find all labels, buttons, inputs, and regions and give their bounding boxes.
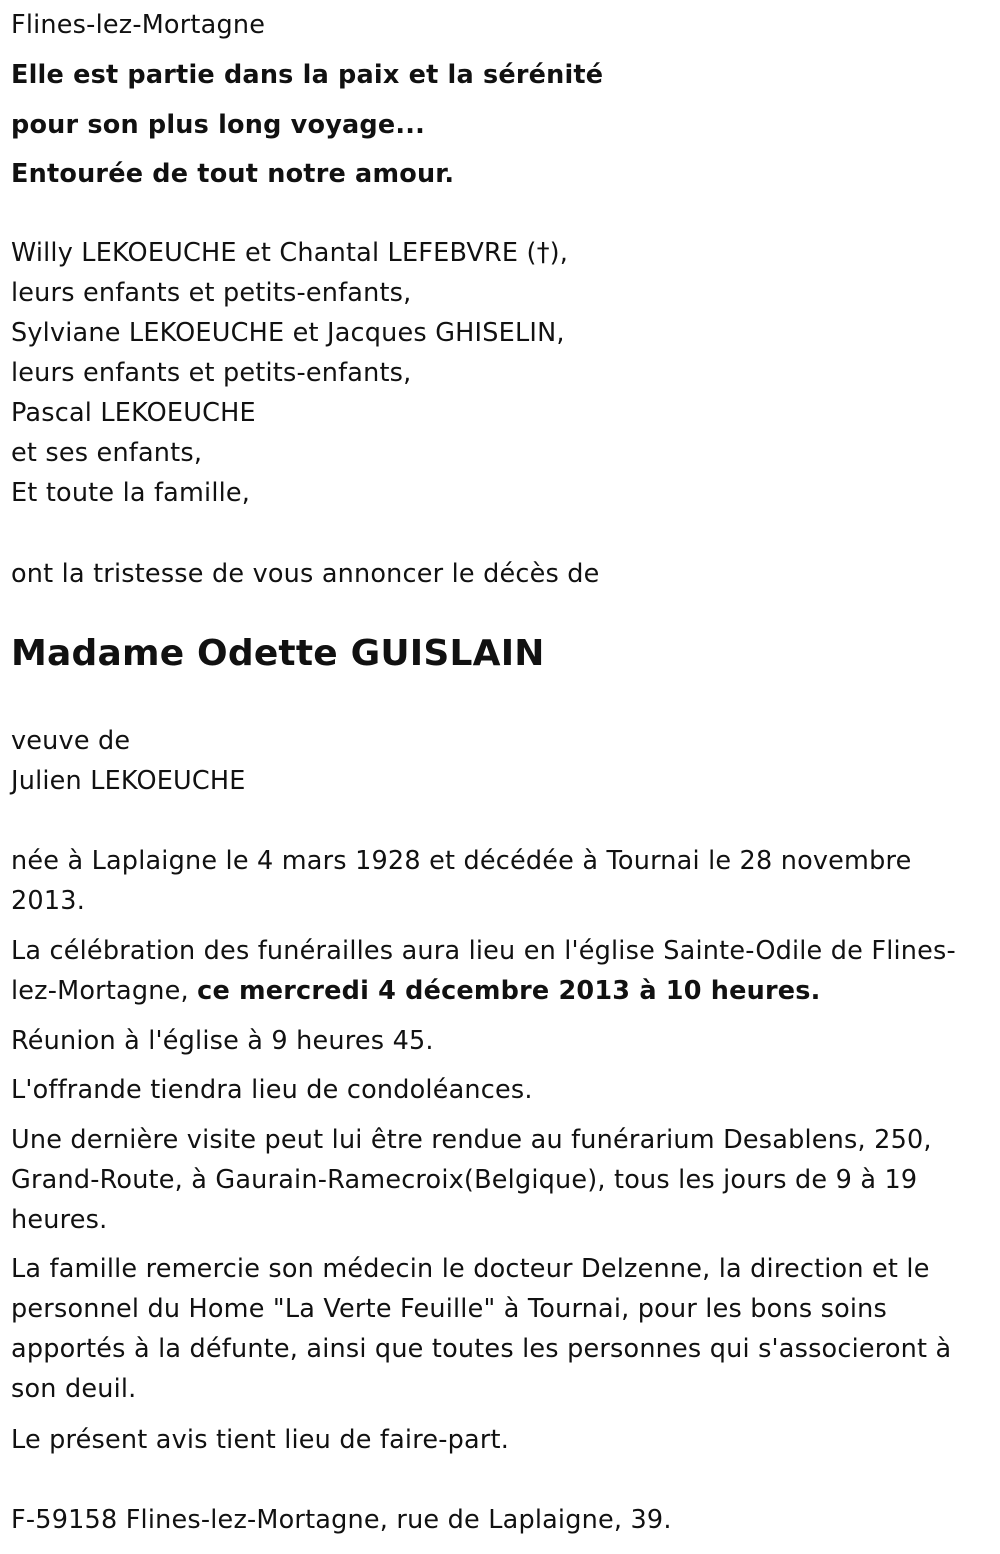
epitaph-line: pour son plus long voyage... <box>11 110 426 140</box>
epitaph-line: Entourée de tout notre amour. <box>11 159 455 189</box>
family-line: Pascal LEKOEUCHE <box>11 398 256 428</box>
widow-label: veuve de <box>11 726 131 756</box>
ceremony-text: La célébration des funérailles aura lieu en l'église Sainte-Odile de Flines-lez-Mortagne, <box>11 936 956 1006</box>
family-line: leurs enfants et petits-enfants, <box>11 278 412 308</box>
family-line: Et toute la famille, <box>11 478 251 508</box>
spouse-name: Julien LEKOEUCHE <box>11 766 246 796</box>
family-line: Willy LEKOEUCHE et Chantal LEFEBVRE (†), <box>11 238 569 268</box>
family-line: et ses enfants, <box>11 438 203 468</box>
epitaph-line: Elle est partie dans la paix et la sérénité <box>11 60 604 90</box>
ceremony-date: ce mercredi 4 décembre 2013 à 10 heures. <box>197 976 821 1006</box>
faire-part-notice: Le présent avis tient lieu de faire-part. <box>11 1425 510 1455</box>
announcement: ont la tristesse de vous annoncer le décès de <box>11 559 600 589</box>
deceased-name: Madame Odette GUISLAIN <box>11 633 545 674</box>
gathering-info: Réunion à l'église à 9 heures 45. <box>11 1026 434 1056</box>
offering-info: L'offrande tiendra lieu de condoléances. <box>11 1075 533 1105</box>
ceremony-paragraph <box>11 931 986 1011</box>
thanks-paragraph: La famille remercie son médecin le docteur Delzenne, la direction et le personnel du Home "La Verte Feuille" à Tournai, pour les bons soins apportés à la défunte, ainsi que toutes les personnes qui s'associeront à son deuil. <box>11 1254 952 1404</box>
location-header: Flines-lez-Mortagne <box>11 10 266 40</box>
family-line: Sylviane LEKOEUCHE et Jacques GHISELIN, <box>11 318 565 348</box>
family-line: leurs enfants et petits-enfants, <box>11 358 412 388</box>
address: F-59158 Flines-lez-Mortagne, rue de Laplaigne, 39. <box>11 1505 672 1535</box>
birth-death-paragraph: née à Laplaigne le 4 mars 1928 et décédée à Tournai le 28 novembre 2013. <box>11 846 912 916</box>
visit-paragraph: Une dernière visite peut lui être rendue au funérarium Desablens, 250, Grand-Route, à Gaurain-Ramecroix(Belgique), tous les jours de 9 à 19 heures. <box>11 1125 932 1235</box>
